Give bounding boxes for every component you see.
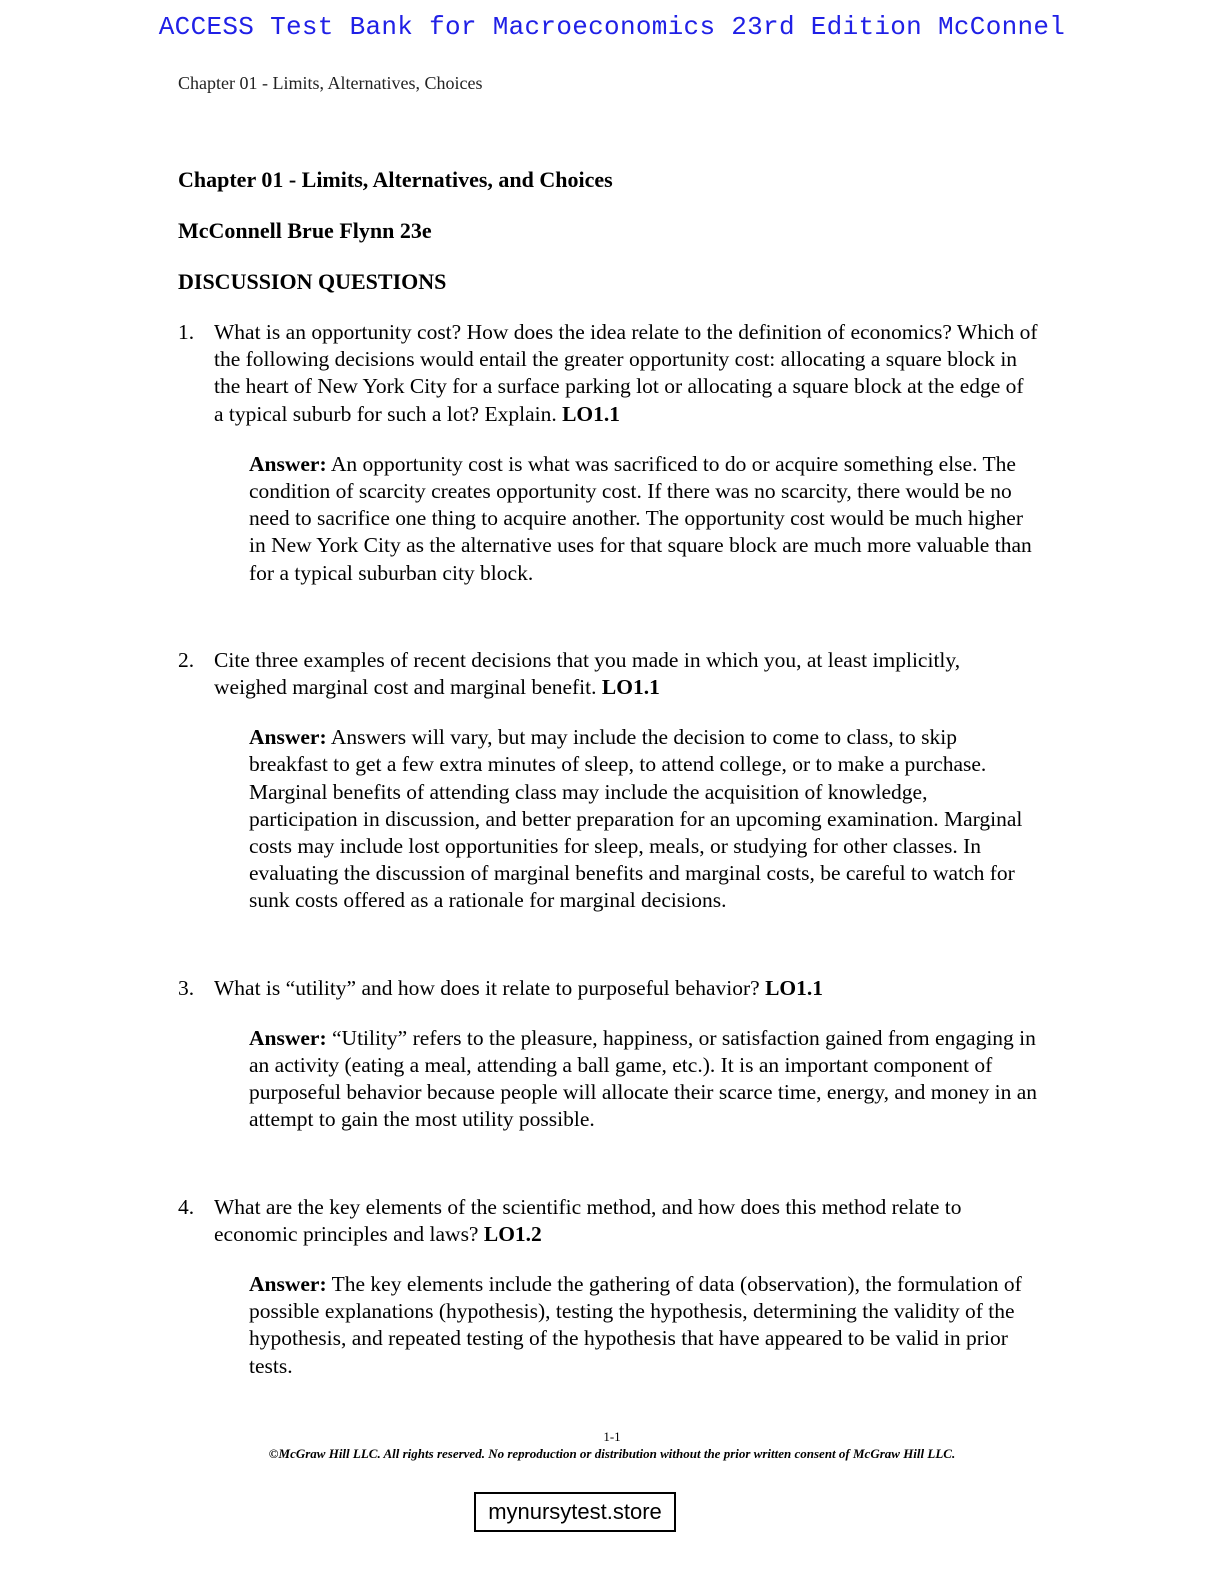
question-number: 1.: [178, 320, 195, 344]
running-header: Chapter 01 - Limits, Alternatives, Choices: [178, 73, 483, 93]
copyright-notice: ©McGraw Hill LLC. All rights reserved. No reproduction or distribution without the prior written consent of McGraw Hill LLC.: [268, 1446, 956, 1461]
question-item: [178, 975, 1038, 1134]
answer-label: Answer:: [249, 451, 327, 476]
answer-block: [249, 451, 1039, 587]
answer-text: An opportunity cost is what was sacrificed to do or acquire something else. The condition of scarcity creates opportunity cost. If there was no scarcity, there would be no need to sacrifice one thing to acquire another. The opportunity cost would be much higher in New York City as the alternative uses for that square block are much more valuable than for a typical suburban city block.: [249, 451, 1032, 585]
page-number: 1-1: [603, 1429, 621, 1444]
question-item: [178, 1194, 1038, 1380]
question-number: 2.: [178, 647, 195, 672]
question-text: Cite three examples of recent decisions that you made in which you, at least implicitly, weighed marginal cost and marginal benefit.: [214, 647, 961, 700]
answer-label: Answer:: [249, 1272, 327, 1297]
learning-objective: LO1.1: [562, 401, 621, 426]
page-footer: [0, 1428, 1224, 1462]
question-text: What are the key elements of the scientific method, and how does this method relate to economic principles and laws?: [214, 1194, 962, 1246]
authors-line: McConnell Brue Flynn 23e: [178, 218, 432, 243]
chapter-title: Chapter 01 - Limits, Alternatives, and Choices: [178, 167, 613, 192]
question-text: What is an opportunity cost? How does the idea relate to the definition of economics? Which of the following decisions would entail the greater opportunity cost: allocating a square block in the heart of New York City for a surface parking lot or allocating a square block at the edge of a typical suburb for such a lot? Explain.: [214, 320, 1038, 426]
answer-label: Answer:: [249, 1025, 327, 1050]
learning-objective: LO1.1: [765, 975, 824, 1000]
section-heading: DISCUSSION QUESTIONS: [178, 269, 447, 294]
question-text: What is “utility” and how does it relate to purposeful behavior?: [214, 975, 760, 1000]
answer-text: Answers will vary, but may include the decision to come to class, to skip breakfast to get a few extra minutes of sleep, to attend college, or to make a purchase. Marginal benefits of attending class may include the acquisition of knowledge, participation in discussion, and better preparation for an upcoming examination. Marginal costs may include lost opportunities for sleep, meals, or studying for other classes. In evaluating the discussion of marginal benefits and marginal costs, be careful to watch for sunk costs offered as a rationale for marginal decisions.: [249, 725, 1023, 913]
question-number: 4.: [178, 1194, 195, 1219]
answer-block: [249, 724, 1039, 914]
question-item: [178, 647, 1038, 915]
learning-objective: LO1.1: [601, 675, 660, 700]
answer-label: Answer:: [249, 725, 327, 750]
watermark-stamp: mynursytest.store: [474, 1492, 676, 1532]
answer-text: The key elements include the gathering of data (observation), the formulation of possible explanations (hypothesis), testing the hypothesis, determining the validity of the hypothesis, and repeated testing of the hypothesis that have appeared to be valid in prior tests.: [249, 1272, 1022, 1378]
question-number: 3.: [178, 975, 195, 1000]
answer-block: [249, 1271, 1039, 1380]
question-item: [178, 319, 1038, 587]
learning-objective: LO1.2: [483, 1221, 542, 1246]
document-body: [178, 166, 1038, 1380]
answer-block: [249, 1025, 1039, 1134]
answer-text: “Utility” refers to the pleasure, happiness, or satisfaction gained from engaging in an activity (eating a meal, attending a ball game, etc.). It is an important component of purposeful behavior because people will allocate their scarce time, energy, and money in an attempt to gain the most utility possible.: [249, 1025, 1038, 1132]
banner-title: ACCESS Test Bank for Macroeconomics 23rd Edition McConnel: [158, 12, 1066, 42]
